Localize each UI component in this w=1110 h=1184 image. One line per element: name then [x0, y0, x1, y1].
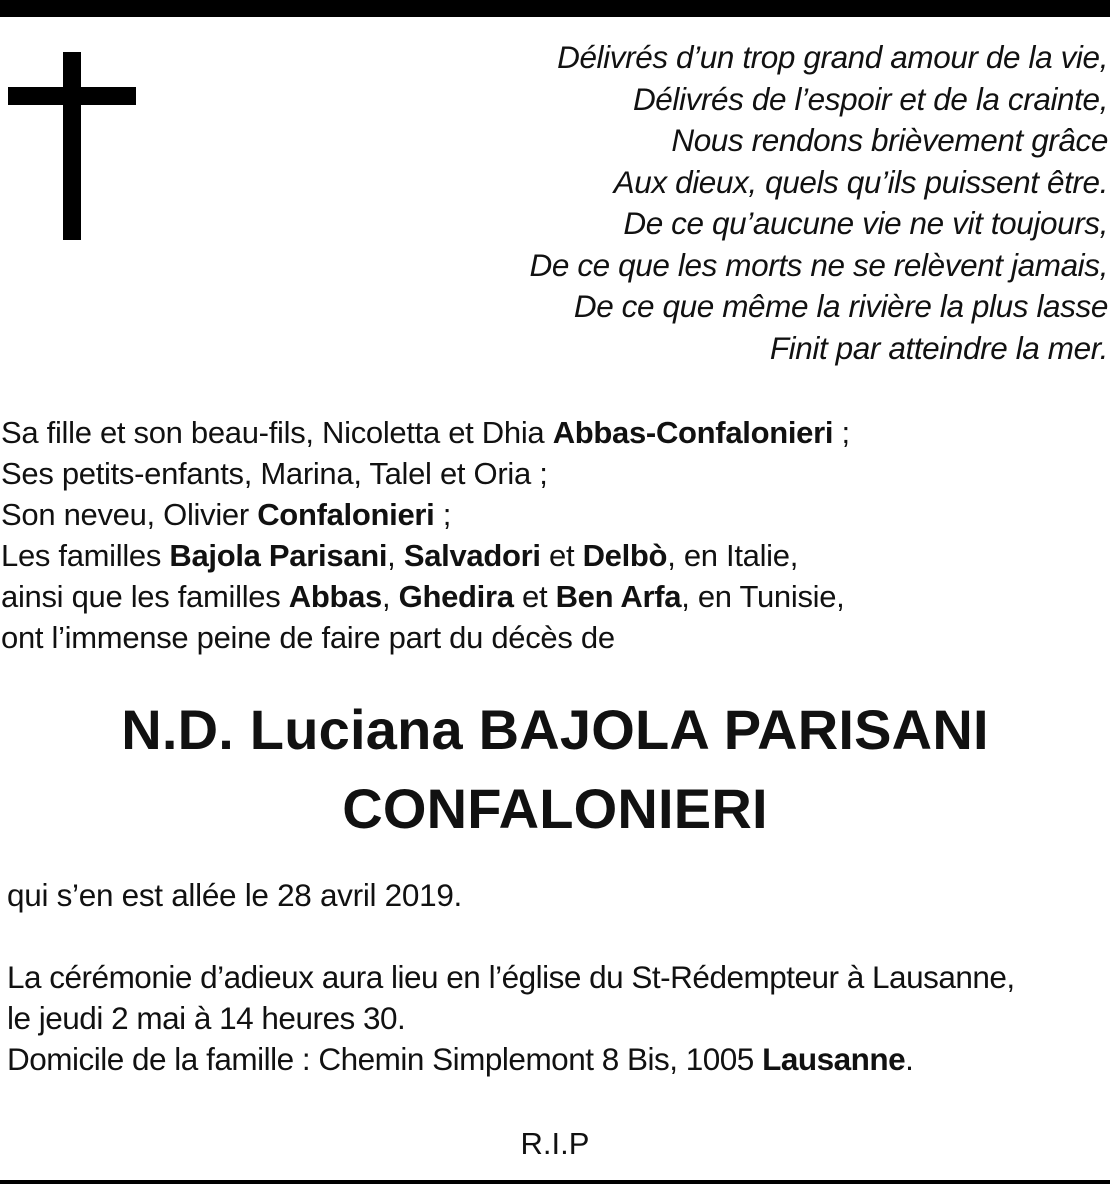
ceremony-details — [7, 957, 1110, 1080]
city-bold: Lausanne — [762, 1041, 906, 1077]
family-name-bold: Ghedira — [398, 579, 514, 614]
family-line-nephew: Son neveu, Olivier Confalonieri ; — [1, 497, 452, 532]
family-name-bold: Salvadori — [403, 538, 541, 573]
poem-line: Délivrés de l’espoir et de la crainte, — [632, 80, 1108, 117]
family-address: Domicile de la famille : Chemin Simplemont 8 Bis, 1005 Lausanne. — [7, 1041, 914, 1077]
family-line-grandchildren: Ses petits-enfants, Marina, Talel et Oria ; — [1, 456, 548, 491]
deceased-name-line1: N.D. Luciana BAJOLA PARISANI — [121, 698, 989, 761]
deceased-name — [0, 690, 1110, 848]
cross-icon — [8, 52, 136, 240]
poem-line: De ce qu’aucune vie ne vit toujours, — [623, 205, 1108, 241]
family-name-bold: Bajola Parisani — [169, 538, 388, 573]
poem-line: De ce que les morts ne se relèvent jamais, — [529, 246, 1108, 283]
poem-line: De ce que même la rivière la plus lasse — [573, 288, 1108, 324]
family-line-daughter: Sa fille et son beau-fils, Nicoletta et Dhia Abbas-Confalonieri ; — [1, 415, 850, 450]
top-border-rule — [0, 0, 1110, 17]
family-name-bold: Confalonieri — [257, 497, 435, 532]
bottom-border-rule — [0, 1180, 1110, 1184]
deceased-name-line2: CONFALONIERI — [342, 777, 768, 840]
family-name-bold: Delbò — [582, 538, 668, 573]
ceremony-location: La cérémonie d’adieux aura lieu en l’église du St-Rédempteur à Lausanne, — [7, 959, 1015, 995]
family-line-tunisia: ainsi que les familles Abbas, Ghedira et Ben Arfa, en Tunisie, — [1, 579, 845, 614]
ceremony-date: le jeudi 2 mai à 14 heures 30. — [7, 1000, 406, 1036]
family-announcement — [1, 412, 1101, 658]
passing-date-text: qui s’en est allée le 28 avril 2019. — [7, 877, 462, 913]
poem-line: Délivrés d’un trop grand amour de la vie, — [557, 39, 1108, 75]
family-line-announcement: ont l’immense peine de faire part du décès de — [1, 620, 615, 655]
poem-line: Aux dieux, quels qu’ils puissent être. — [613, 163, 1108, 200]
family-line-italy: Les familles Bajola Parisani, Salvadori et Delbò, en Italie, — [1, 538, 799, 573]
poem-line: Finit par atteindre la mer. — [769, 329, 1108, 366]
rip-text: R.I.P — [520, 1126, 590, 1161]
family-name-bold: Abbas — [288, 579, 382, 614]
family-name-bold: Ben Arfa — [555, 579, 682, 614]
poem — [468, 37, 1108, 369]
family-name-bold: Abbas-Confalonieri — [552, 415, 834, 450]
poem-line: Nous rendons brièvement grâce — [671, 122, 1108, 158]
